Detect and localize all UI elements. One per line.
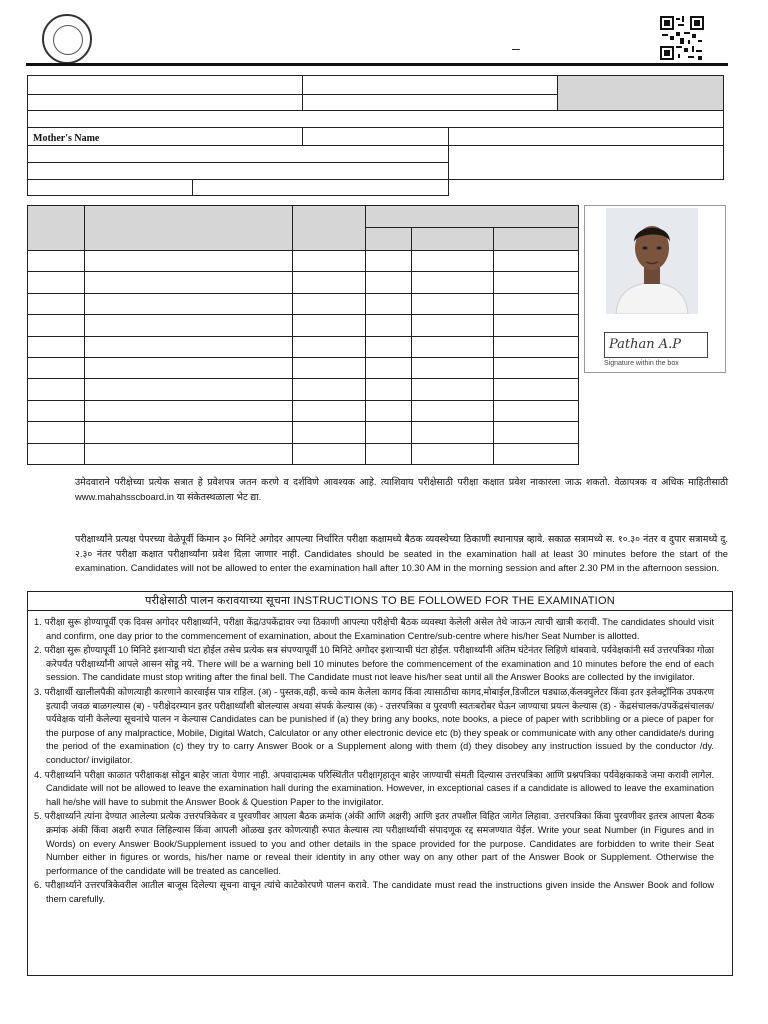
table-row [28, 400, 579, 421]
table-header-cell [494, 228, 579, 251]
candidate-photo [606, 208, 698, 314]
field-box [27, 75, 303, 95]
field-box-shaded [557, 75, 724, 111]
instruction-item: 3. परीक्षार्थी खालीलपैकी कोणत्याही कारणाने कारवाईस पात्र राहिल. (अ) - पुस्तक,वही, कच्चे काम केलेला कागद किंवा त्यासाठीचा कागद,मोबाईल,डिजीटल घड्याळ,कॅलक्युलेटर किंवा इतर इलेक्ट्रॉनिक उपकरण इत्यादी जवळ बाळगल्यास (ब) - परीक्षेदरम्यान इतर परीक्षार्थ्यांशी बोलल्यास अथवा संपर्क केल्यास (क) - उत्तरपत्रिका व पुरवणी स्वतःबरोबर घेऊन जाण्याचा प्रयत्न केल्यास (ड) - केंद्रसंचालक/उपकेंद्रसंचालक/ पर्यवेक्षक यांनी केलेल्या सूचनांचे पालन न केल्यास Candidates can be punished if (a) they bring any books, note books, a piece of paper with scribbling or a piece of paper for the purpose of any malpractice, Mobile, Digital Watch, Calculator or any other electronic device etc (b) they speak or communicate with any other candidate/s during the period of the examination (c) they try to carry Answer Book or a Supplement along with them (d) they disobey any instruction issued by the conductor /dy. conductor/ invigilator. [34, 686, 714, 765]
field-box [302, 94, 558, 111]
table-row [28, 379, 579, 400]
table-row [28, 272, 579, 293]
field-box [448, 145, 724, 180]
table-header-cell [292, 206, 366, 251]
field-box [27, 94, 303, 111]
table-row [28, 336, 579, 357]
table-row [28, 422, 579, 443]
instructions-title: परीक्षेसाठी पालन करावयाच्या सूचना INSTRUCTIONS TO BE FOLLOWED FOR THE EXAMINATION [27, 591, 733, 611]
instructions-list [34, 616, 714, 907]
table-header-cell [366, 206, 579, 228]
field-box [27, 145, 449, 163]
table-header-cell [28, 206, 85, 251]
field-box [27, 110, 724, 128]
field-box [192, 179, 449, 196]
field-box [27, 162, 449, 180]
table-row [28, 251, 579, 272]
qr-code-icon [660, 16, 704, 60]
table-header-cell [412, 228, 494, 251]
table-row [28, 357, 579, 378]
field-box [302, 127, 449, 146]
header-rule [26, 63, 728, 66]
table-row [28, 443, 579, 464]
instruction-item: 4. परीक्षार्थ्याने परीक्षा काळात परीक्षाकक्ष सोडून बाहेर जाता येणार नाही. अपवादात्मक परिस्थितीत परीक्षागृहातून बाहेर जाण्याची संमती दिल्यास उत्तरपत्रिका आणि प्रश्नपत्रिका पर्यवेक्षकाकडे जमा करावी लागेल. Candidate will not be allowed to leave the examination hall during the examination. However, in exceptional cases if a candidate is allowed to leave the examination hall he/she will have to submit the Answer Book & Question Paper to the invigilator. [34, 769, 714, 807]
admit-card-note: उमेदवाराने परीक्षेच्या प्रत्येक सत्रात हे प्रवेशपत्र जतन करणे व दर्शविणे आवश्यक आहे. त्याशिवाय परीक्षेसाठी परीक्षा कक्षात प्रवेश नाकारला जाऊ शकतो. वेळापत्रक व अधिक माहितीसाठी www.mahahsscboard.in या संकेतस्थळाला भेट द्या. [75, 476, 728, 502]
field-box [27, 179, 193, 196]
table-row [28, 315, 579, 336]
seating-note: परीक्षार्थ्यांने प्रत्यक्ष पेपरच्या वेळेपूर्वी किमान ३० मिनिटे अगोदर आपल्या निर्धारित परीक्षा कक्षामध्ये बैठक व्यवस्थेच्या ठिकाणी स्थानापन्न व्हावे. सकाळ सत्रामध्ये स. १०.३० नंतर व दुपार सत्रामध्ये दु. २.३० नंतर परीक्षा कक्षात परीक्षार्थ्यांना प्रवेश दिला जाणार नाही. Candidates should be seated in the examination hall at least 30 minutes before the start of the examination. Candidates will not be allowed to enter the examination hall after 10.30 AM in the morning session and after 2.30 PM in the afternoon session. [75, 533, 728, 574]
field-box [302, 75, 558, 95]
table-row [28, 293, 579, 314]
instruction-item: 1. परीक्षा सुरू होण्यापूर्वी एक दिवस अगोदर परीक्षार्थ्याने, परीक्षा केंद्र/उपकेंद्रावर ज्या ठिकाणी आपल्या परीक्षेची बैठक व्यवस्था केलेली असेल तेथे जाऊन त्याची खात्री करावी. The candidates should visit and confirm, one day prior to the commencement of examination, about the Examination Centre/sub-centre where his/her Seat Number is allotted. [34, 617, 714, 641]
instruction-item: 2. परीक्षा सुरू होण्यापूर्वी 10 मिनिटे इशाऱ्याची घंटा होईल तसेच प्रत्येक सत्र संपण्यापूर्वी 10 मिनिटे अगोदर इशाऱ्याची घंटा होईल. परीक्षार्थ्यांनी अंतिम घंटेनंतर लिहिणे थांबवावे. पर्यवेक्षकांनी सर्व उत्तरपत्रिका गोळा करेपर्यंत परीक्षार्थ्यांनी आपले आसन सोडू नये. There will be a warning bell 10 minutes before the commencement of the examination and 10 minutes before the end of each session. The candidate must stop writing after the final bell. The Candidate must not leave his/her seat until all the Answer Books are collected by the invigilator. [34, 645, 714, 683]
signature-box: Pathan A.P [604, 332, 708, 358]
table-header-cell [84, 206, 292, 251]
field-box [448, 127, 724, 146]
instruction-item: 5. परीक्षार्थ्याने त्यांना देण्यात आलेल्या प्रत्येक उत्तरपत्रिकेवर व पुरवणीवर आपला बैठक क्रमांक (अंकी आणि अक्षरी) आणि इतर तपशील विहित जागेत लिहावा. उत्तरपत्रिका किंवा पुरवणीवर इतरत्र आपला बैठक क्रमांक अंकी किंवा अक्षरी रुपात लिहिल्यास किंवा आपली ओळख इतर कोणत्याही रुपात केल्यास त्या परीक्षार्थ्याची संपादणूक रद्द समजण्यात येईल. Write your seat Number (in Figures and in Words) on every Answer Book/Supplement issued to you and other details in the space provided for the purpose. Candidates are forbidden to write their Seat Number either in figures or words, his/her name or reveal their identity in any other way on any other part of the Answer Book or Supplement. Otherwise the performance of the candidate will be treated as cancelled. [34, 811, 714, 876]
table-header-cell [366, 228, 412, 251]
instruction-item: 6. परीक्षार्थ्याने उत्तरपत्रिकेवरील आतील बाजूस दिलेल्या सूचना वाचून त्यांचे काटेकोरपणे पालन करावे. The candidate must read the instructions given inside the Answer Book and follow them carefully. [34, 880, 714, 904]
board-logo-seal [42, 14, 92, 64]
mothers-name-label: Mother's Name [33, 133, 100, 144]
header-dash: – [512, 40, 520, 56]
signature-caption: Signature within the box [604, 360, 679, 367]
subjects-table [27, 205, 579, 465]
